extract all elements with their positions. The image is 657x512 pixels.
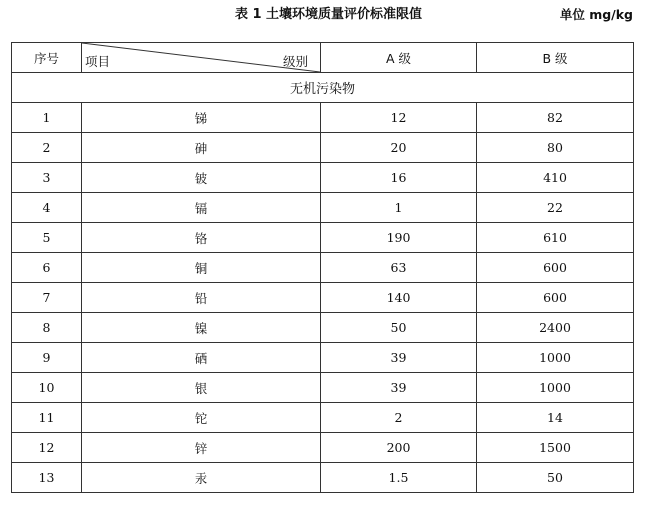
table-row: [12, 193, 634, 223]
row-number: 2: [12, 133, 82, 163]
row-number: 4: [12, 193, 82, 223]
limit-a: 39: [321, 343, 477, 373]
limit-b: 22: [477, 193, 634, 223]
limit-b: 50: [477, 463, 634, 493]
limit-b: 2400: [477, 313, 634, 343]
table-row: [12, 163, 634, 193]
header-level: 级别: [282, 54, 308, 69]
row-number: 1: [12, 103, 82, 133]
section-title: 无机污染物: [12, 73, 634, 103]
limit-a: 1: [321, 193, 477, 223]
row-number: 5: [12, 223, 82, 253]
pollutant-name: 铬: [82, 223, 321, 253]
pollutant-name: 银: [82, 373, 321, 403]
table-row: [12, 253, 634, 283]
pollutant-name: 铊: [82, 403, 321, 433]
pollutant-name: 硒: [82, 343, 321, 373]
section-row: [12, 73, 634, 103]
header-row: [12, 43, 634, 73]
row-number: 11: [12, 403, 82, 433]
table-row: [12, 133, 634, 163]
table-row: [12, 403, 634, 433]
row-number: 12: [12, 433, 82, 463]
table-row: [12, 313, 634, 343]
limit-a: 12: [321, 103, 477, 133]
table-row: [12, 283, 634, 313]
limit-b: 600: [477, 283, 634, 313]
limit-b: 1000: [477, 343, 634, 373]
row-number: 6: [12, 253, 82, 283]
pollutant-name: 铅: [82, 283, 321, 313]
table-title: 表 1 土壤环境质量评价标准限值: [234, 7, 423, 22]
table-row: [12, 373, 634, 403]
header-seq: 序号: [12, 43, 82, 73]
standard-limits-table: [11, 42, 634, 493]
table-row: [12, 103, 634, 133]
table-row: [12, 463, 634, 493]
limit-b: 600: [477, 253, 634, 283]
limit-b: 610: [477, 223, 634, 253]
header-b: B 级: [477, 43, 634, 73]
pollutant-name: 锑: [82, 103, 321, 133]
limit-b: 14: [477, 403, 634, 433]
header-a: A 级: [321, 43, 477, 73]
unit-label: 单位 mg/kg: [559, 7, 633, 22]
pollutant-name: 汞: [82, 463, 321, 493]
limit-a: 16: [321, 163, 477, 193]
limit-b: 410: [477, 163, 634, 193]
row-number: 13: [12, 463, 82, 493]
limit-a: 39: [321, 373, 477, 403]
header-item: 项目: [85, 54, 111, 69]
limit-a: 63: [321, 253, 477, 283]
pollutant-name: 锌: [82, 433, 321, 463]
row-number: 10: [12, 373, 82, 403]
limit-a: 20: [321, 133, 477, 163]
limit-a: 50: [321, 313, 477, 343]
row-number: 3: [12, 163, 82, 193]
limit-a: 140: [321, 283, 477, 313]
table-row: [12, 223, 634, 253]
pollutant-name: 镍: [82, 313, 321, 343]
pollutant-name: 镉: [82, 193, 321, 223]
pollutant-name: 砷: [82, 133, 321, 163]
limit-a: 200: [321, 433, 477, 463]
limit-b: 82: [477, 103, 634, 133]
table-row: [12, 433, 634, 463]
header-item-level: [82, 43, 321, 73]
pollutant-name: 铍: [82, 163, 321, 193]
limit-b: 1000: [477, 373, 634, 403]
row-number: 8: [12, 313, 82, 343]
limit-b: 1500: [477, 433, 634, 463]
limit-a: 190: [321, 223, 477, 253]
limit-a: 2: [321, 403, 477, 433]
limit-a: 1.5: [321, 463, 477, 493]
pollutant-name: 铜: [82, 253, 321, 283]
row-number: 9: [12, 343, 82, 373]
limit-b: 80: [477, 133, 634, 163]
table-row: [12, 343, 634, 373]
row-number: 7: [12, 283, 82, 313]
